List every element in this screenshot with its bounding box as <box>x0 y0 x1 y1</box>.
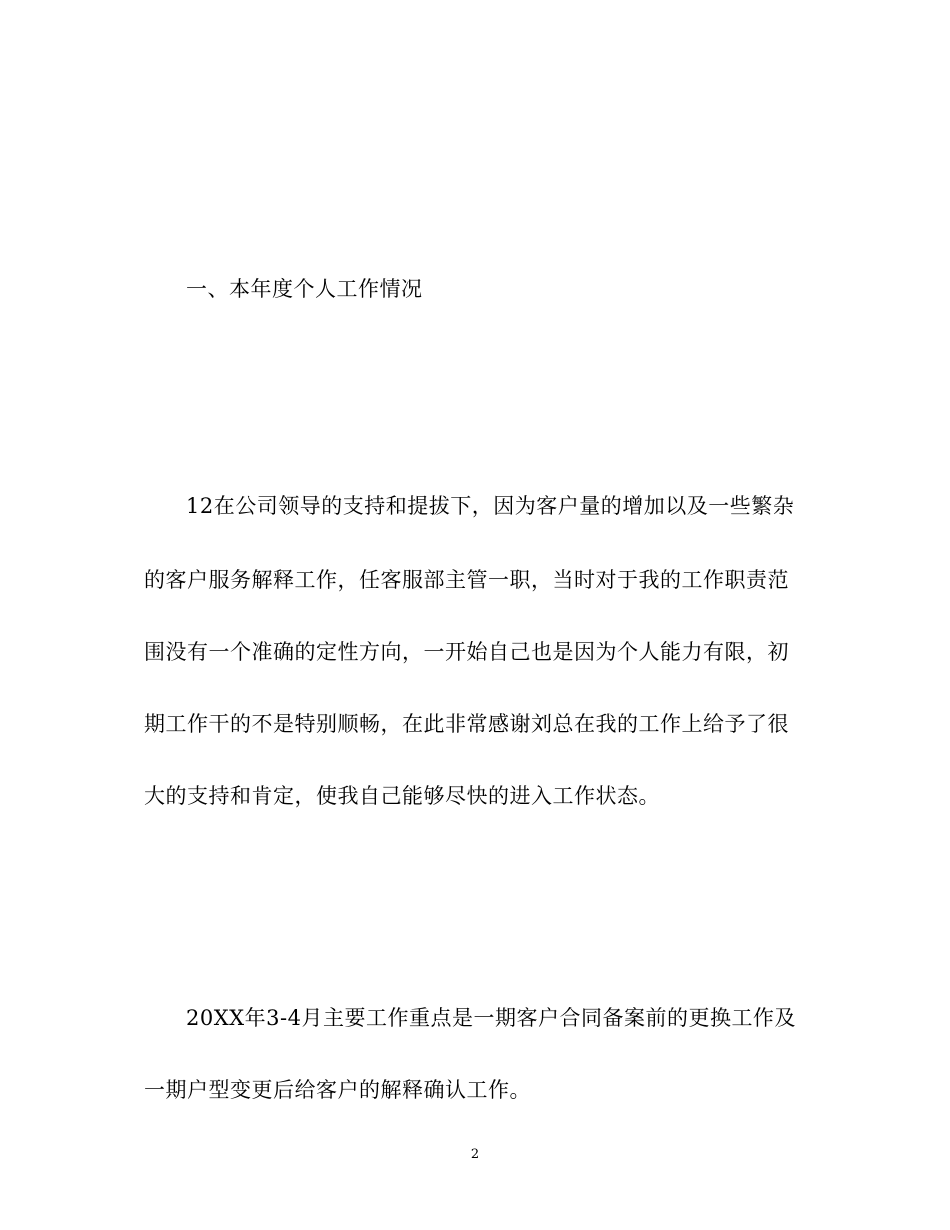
paragraph-line: 的客户服务解释工作，任客服部主管一职，当时对于我的工作职责范 <box>144 568 789 592</box>
paragraph-line: 20XX年3-4月主要工作重点是一期客户合同备案前的更换工作及 <box>186 1006 796 1030</box>
section-heading: 一、本年度个人工作情况 <box>186 277 423 301</box>
paragraph-line: 围没有一个准确的定性方向，一开始自己也是因为个人能力有限，初 <box>144 640 789 664</box>
paragraph-line: 一期户型变更后给客户的解释确认工作。 <box>144 1078 531 1102</box>
paragraph-line: 12在公司领导的支持和提拔下，因为客户量的增加以及一些繁杂 <box>186 494 795 518</box>
paragraph-line: 期工作干的不是特别顺畅，在此非常感谢刘总在我的工作上给予了很 <box>144 712 789 736</box>
paragraph-line: 大的支持和肯定，使我自己能够尽快的进入工作状态。 <box>144 784 660 808</box>
page-number: 2 <box>470 1147 480 1162</box>
